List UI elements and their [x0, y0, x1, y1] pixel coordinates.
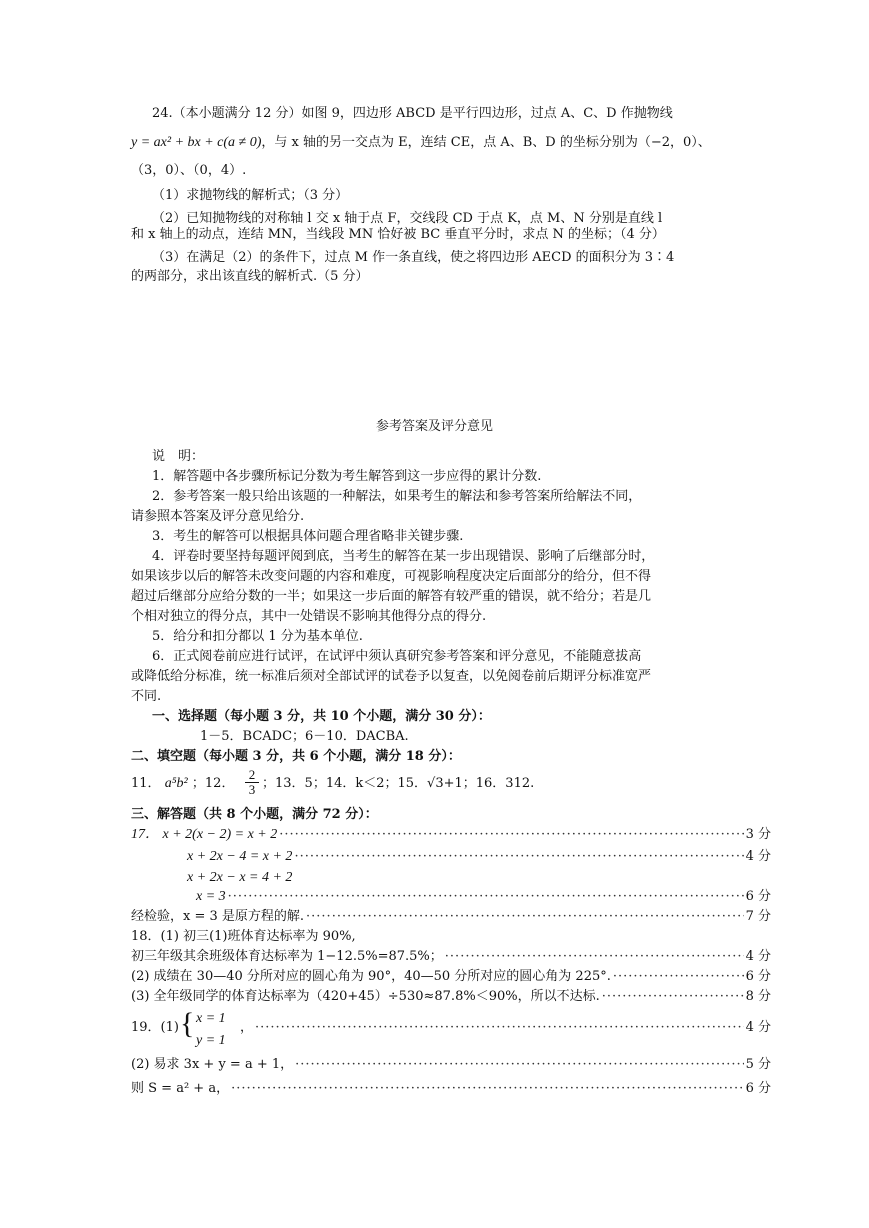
- section1-answers: 1－5．BCADC；6－10．DACBA.: [200, 729, 409, 744]
- note-3: 3．考生的解答可以根据具体问题合理省略非关键步骤.: [152, 529, 464, 544]
- q17-step5-text: 经检验，x = 3 是原方程的解.: [131, 909, 305, 924]
- q24-line2: [131, 134, 711, 152]
- q18-step1: 18．(1) 初三(1)班体育达标率为 90%,: [131, 929, 356, 944]
- a11-prefix: 11．: [131, 776, 161, 791]
- q17-step2-score: 4 分: [745, 849, 771, 864]
- leader-dots: [279, 826, 743, 844]
- q24-formula: y = ax² + bx + c(a ≠ 0): [131, 135, 262, 150]
- q17-step1-score: 3 分: [745, 827, 771, 842]
- note-6b: 或降低给分标准，统一标准后须对全部试评的试卷予以复查，以免阅卷前后期评分标准宽严: [131, 669, 652, 684]
- q17-step4-text: x = 3: [196, 889, 226, 904]
- q19-eq1: x = 1: [196, 1011, 226, 1026]
- q17-step2-text: x + 2x − 4 = x + 2: [187, 849, 293, 864]
- q24-line3: （3，0）、（0，4）.: [131, 163, 247, 178]
- leader-dots: [445, 948, 744, 966]
- leader-dots: [306, 908, 744, 926]
- q17-step2: [187, 848, 771, 866]
- note-4c: 超过后继部分应给分数的一半；如果这一步后面的解答有较严重的错误，就不给分；若是几: [131, 589, 652, 604]
- q24-part2a: （2）已知抛物线的对称轴 l 交 x 轴于点 F，交线段 CD 于点 K，点 M、N 分别是直线 l: [152, 211, 663, 226]
- note-6c: 不同.: [131, 689, 162, 704]
- q24-part1: （1）求抛物线的解析式；（3 分）: [152, 188, 349, 203]
- q24-part3a: （3）在满足（2）的条件下，过点 M 作一条直线，使之将四边形 AECD 的面积分为 3∶4: [152, 250, 675, 265]
- q18-step3: [131, 968, 771, 986]
- q19-step1-score: 4 分: [745, 1020, 771, 1035]
- q18-step4-score: 8 分: [745, 989, 771, 1004]
- q19-step2-text: (2) 易求 3x + y = a + 1，: [131, 1057, 294, 1072]
- q19-step3: [131, 1080, 771, 1098]
- answers-title: 参考答案及评分意见: [375, 419, 493, 434]
- notes-header: 说 明：: [152, 449, 205, 464]
- note-4a: 4．评卷时要坚持每题评阅到底，当考生的解答在某一步出现错误、影响了后继部分时，: [152, 549, 655, 564]
- q17-step4: [196, 888, 771, 906]
- q24-line1: 24.（本小题满分 12 分）如图 9，四边形 ABCD 是平行四边形，过点 A、C、D 作抛物线: [152, 106, 673, 121]
- note-6a: 6．正式阅卷前应进行试评，在试评中须认真研究参考答案和评分意见，不能随意拔高: [152, 649, 642, 664]
- note-1: 1．解答题中各步骤所标记分数为考生解答到这一步应得的累计分数.: [152, 469, 542, 484]
- q19-prefix: 19．(1): [131, 1020, 179, 1035]
- section2-answers-a: [131, 775, 234, 793]
- leader-dots: [613, 968, 744, 986]
- a12-numerator: 2: [245, 768, 259, 783]
- q18-step3-text: (2) 成绩在 30—40 分所对应的圆心角为 90°，40—50 分所对应的圆心角为 225°.: [131, 969, 611, 984]
- q19-step2-score: 5 分: [745, 1057, 771, 1072]
- a12-denominator: 3: [248, 782, 256, 797]
- note-4d: 个相对独立的得分点，其中一处错误不影响其他得分点的得分.: [131, 609, 487, 624]
- leader-dots: [294, 848, 743, 866]
- leader-dots: [231, 1080, 744, 1098]
- q24-line2-tail: ，与 x 轴的另一交点为 E，连结 CE，点 A、B、D 的坐标分别为（−2，0）、: [261, 135, 711, 150]
- q19-eq2: y = 1: [196, 1033, 226, 1048]
- section3-heading: 三、解答题（共 8 个小题，满分 72 分）：: [131, 807, 378, 822]
- a11-value: a⁵b²: [164, 776, 188, 791]
- a12-prefix: ；12．: [191, 776, 235, 791]
- q18-step4: [131, 988, 771, 1006]
- q17-step1: [131, 826, 771, 844]
- q19-step3-score: 6 分: [745, 1081, 771, 1096]
- leader-dots: [602, 988, 744, 1006]
- section1-heading: 一、选择题（每小题 3 分，共 10 个小题，满分 30 分）：: [152, 709, 491, 724]
- q19-step3-text: 则 S = a² + a，: [131, 1081, 230, 1096]
- q24-part2b: 和 x 轴上的动点，连结 MN，当线段 MN 恰好被 BC 垂直平分时，求点 N 的坐标；（4 分）: [131, 227, 665, 242]
- system-brace: {: [180, 1007, 195, 1040]
- q24-part3b: 的两部分，求出该直线的解析式.（5 分）: [131, 269, 369, 284]
- leader-dots: [228, 888, 744, 906]
- note-4b: 如果该步以后的解答未改变问题的内容和难度，可视影响程度决定后面部分的给分，但不得: [131, 569, 652, 584]
- q18-step2-text: 初三年级其余班级体育达标率为 1−12.5%=87.5%；: [131, 949, 443, 964]
- q18-step2: [131, 948, 771, 966]
- a12-fraction: [245, 768, 259, 797]
- leader-dots: [295, 1056, 743, 1074]
- q17-step4-score: 6 分: [745, 889, 771, 904]
- q17-step5: [131, 908, 771, 926]
- q18-step3-score: 6 分: [745, 969, 771, 984]
- q17-step1-text: 17． x + 2(x − 2) = x + 2: [131, 827, 278, 842]
- leader-dots: [255, 1019, 744, 1037]
- note-5: 5．给分和扣分都以 1 分为基本单位.: [152, 629, 363, 644]
- q19-step1-comma: ，: [240, 1020, 254, 1035]
- q18-step2-score: 4 分: [745, 949, 771, 964]
- q19-step2: [131, 1056, 771, 1074]
- q18-step4-text: (3) 全年级同学的体育达标率为（420+45）÷530≈87.8%＜90%，所以不达标.: [131, 989, 600, 1004]
- note-2a: 2．参考答案一般只给出该题的一种解法，如果考生的解法和参考答案所给解法不同，: [152, 489, 642, 504]
- q17-step5-score: 7 分: [745, 909, 771, 924]
- q17-step3: x + 2x − x = 4 + 2: [187, 870, 293, 885]
- note-2b: 请参照本答案及评分意见给分.: [131, 509, 305, 524]
- section2-answers-rest: ；13．5；14．k＜2；15．√3+1；16．312.: [262, 776, 535, 791]
- q19-step1: [240, 1019, 771, 1037]
- section2-heading: 二、填空题（每小题 3 分，共 6 个小题，满分 18 分）：: [131, 749, 461, 764]
